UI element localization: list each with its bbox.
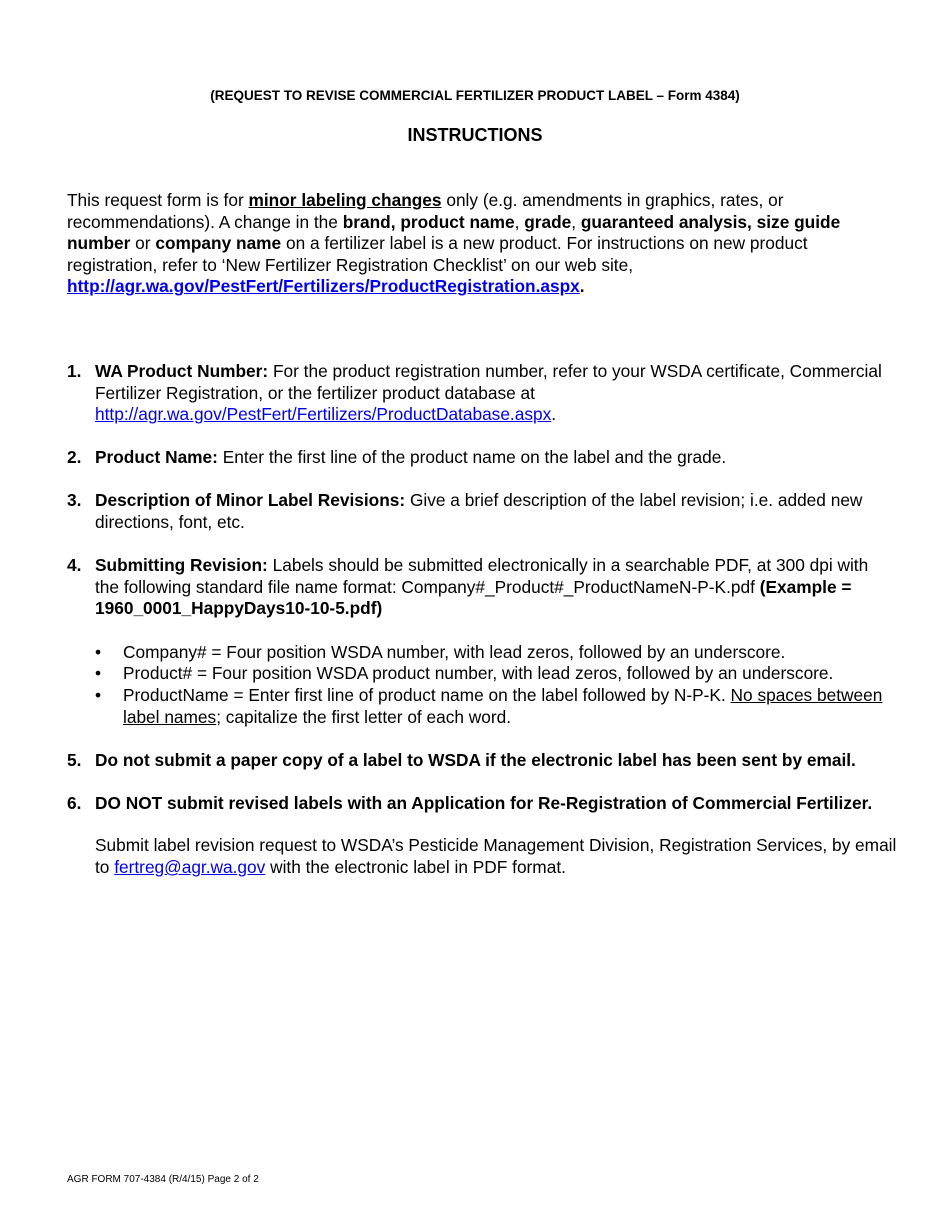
intro-emphasis-brand: brand, product name xyxy=(342,211,515,232)
bullet-dot: • xyxy=(95,663,102,684)
email-link[interactable]: fertreg@agr.wa.gov xyxy=(114,857,266,877)
item-text: For the product registration number, refer to your WSDA certificate, Commercial Fertilizer Registration, or the fertilizer product database at xyxy=(95,361,882,403)
form-subtitle: (REQUEST TO REVISE COMMERCIAL FERTILIZER PRODUCT LABEL – Form 4384) xyxy=(210,88,740,103)
intro-text: only (e.g. amendments in graphics, rates, or recommendations). A change in the xyxy=(67,190,784,232)
item-number: 4. xyxy=(67,555,82,576)
list-item xyxy=(67,793,897,815)
submit-text: Submit label revision request to WSDA’s Pesticide Management Division, Registration Services, by email to xyxy=(95,835,897,877)
bullet-product xyxy=(95,663,897,685)
intro-text: , xyxy=(514,211,525,232)
item-label: Submitting Revision: xyxy=(95,555,268,576)
intro-emphasis-grade: grade xyxy=(524,211,572,232)
bullet-company xyxy=(95,642,897,664)
list-item xyxy=(67,361,897,426)
item-label: Description of Minor Label Revisions: xyxy=(95,490,406,511)
bullet-product-name xyxy=(95,685,897,728)
bullet-dot: • xyxy=(95,685,102,706)
bullet-underlined-text: No spaces between label names xyxy=(123,685,883,727)
list-item xyxy=(67,555,897,728)
bullet-dot: • xyxy=(95,641,102,662)
item-number: 1. xyxy=(67,361,82,381)
list-item xyxy=(67,447,897,469)
item-text: DO NOT submit revised labels with an Application for Re-Registration of Commercial Fertilizer. xyxy=(95,792,873,813)
bullet-text: ProductName = Enter first line of product name on the label followed by N-P-K. xyxy=(123,685,731,706)
item-label: Product Name: xyxy=(95,447,218,468)
form-footer: AGR FORM 707-4384 (R/4/15) Page 2 of 2 xyxy=(67,1174,259,1185)
list-item xyxy=(67,750,897,772)
product-registration-link[interactable]: http://agr.wa.gov/PestFert/Fertilizers/ProductRegistration.aspx xyxy=(67,276,580,297)
instructions-list xyxy=(67,361,897,879)
item-number: 6. xyxy=(67,792,82,813)
item-end: . xyxy=(551,404,557,425)
bullet-text: Product# = Four position WSDA product number, with lead zeros, followed by an underscore. xyxy=(123,663,834,684)
item-text: Give a brief description of the label revision; i.e. added new directions, font, etc. xyxy=(95,490,863,532)
product-database-link[interactable]: http://agr.wa.gov/PestFert/Fertilizers/ProductDatabase.aspx xyxy=(95,404,552,425)
file-name-bullets xyxy=(95,642,897,728)
bullet-text: ; capitalize the first letter of each word. xyxy=(216,706,512,727)
item-number: 3. xyxy=(67,490,82,511)
item-text: Enter the first line of the product name on the label and the grade. xyxy=(217,447,727,468)
intro-text: , xyxy=(571,211,581,232)
intro-text: This request form is for xyxy=(67,190,249,210)
list-item xyxy=(67,490,897,533)
intro-emphasis-minor-changes: minor labeling changes xyxy=(248,190,442,210)
item-label: WA Product Number: xyxy=(95,361,269,381)
item-text: Labels should be submitted electronically in a searchable PDF, at 300 dpi with the following standard file name format: Company#_Product#_ProductNameN-P-K.pdf xyxy=(95,555,869,597)
bullet-text: Company# = Four position WSDA number, with lead zeros, followed by an underscore. xyxy=(123,641,786,662)
item-number: 2. xyxy=(67,447,82,468)
intro-text: or xyxy=(130,233,156,254)
intro-paragraph xyxy=(67,190,897,298)
intro-text: on a fertilizer label is a new product. For instructions on new product registration, refer to ‘New Fertilizer Registration Checklist’ on our web site, xyxy=(67,233,808,275)
submit-instructions xyxy=(67,835,897,878)
submit-text: with the electronic label in PDF format. xyxy=(265,857,566,877)
intro-emphasis-company: company name xyxy=(155,233,282,254)
intro-end: . xyxy=(579,276,585,297)
item-text: Do not submit a paper copy of a label to WSDA if the electronic label has been sent by email. xyxy=(95,749,856,770)
item-number: 5. xyxy=(67,749,82,770)
intro-emphasis-analysis: guaranteed analysis, size guide number xyxy=(67,211,841,254)
file-name-example: (Example = 1960_0001_HappyDays10-10-5.pdf) xyxy=(95,576,852,619)
page-title: INSTRUCTIONS xyxy=(407,125,543,145)
